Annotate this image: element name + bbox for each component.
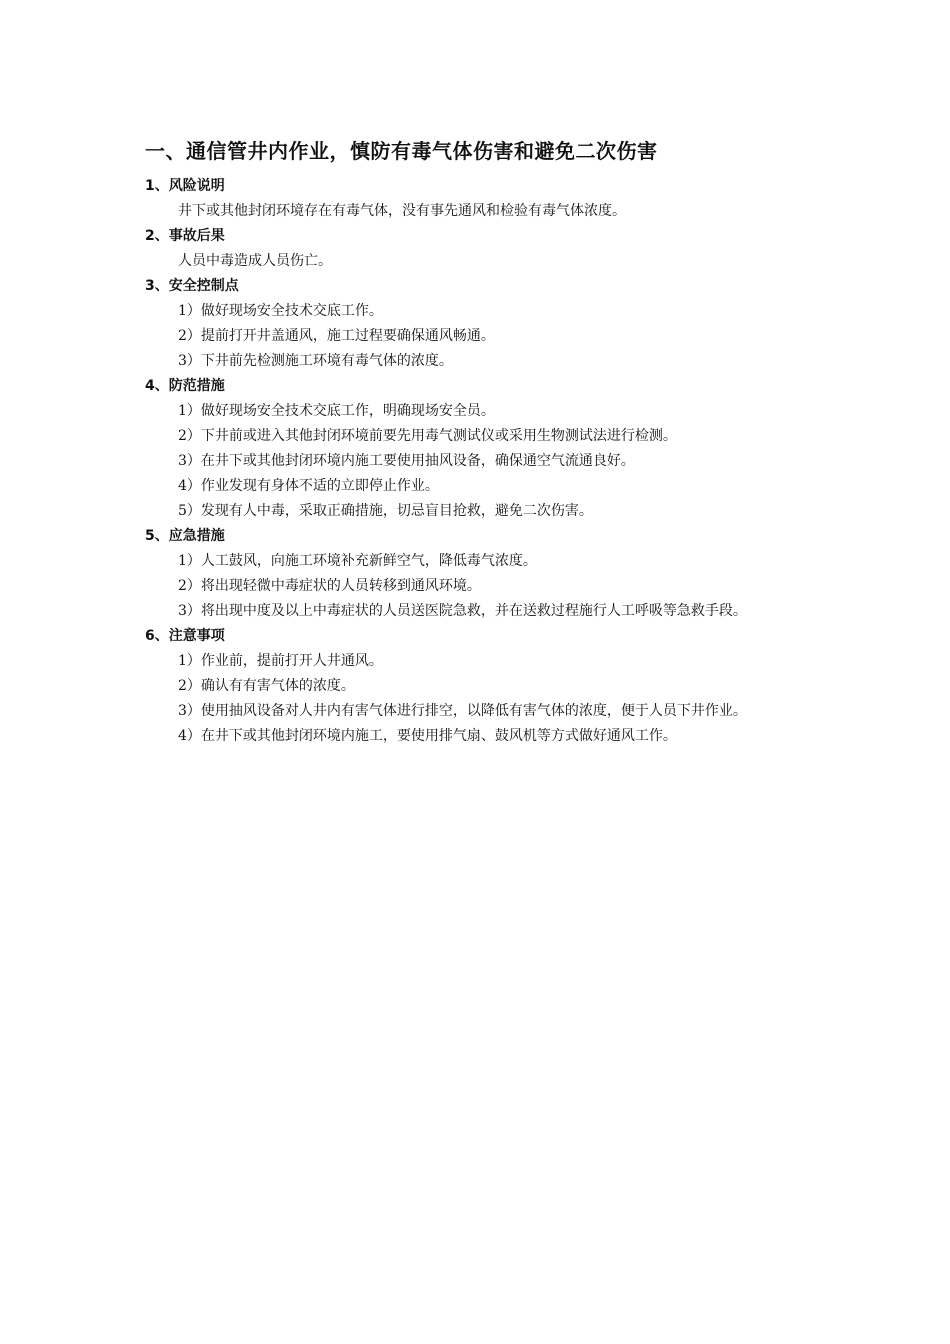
- paragraph: 人员中毒造成人员伤亡。: [178, 253, 332, 269]
- list-item: 1）做好现场安全技术交底工作。: [178, 303, 383, 319]
- list-item: 5）发现有人中毒，采取正确措施，切忌盲目抢救，避免二次伤害。: [178, 503, 593, 519]
- list-item: 2）将出现轻微中毒症状的人员转移到通风环境。: [178, 578, 481, 594]
- list-item: 2）下井前或进入其他封闭环境前要先用毒气测试仪或采用生物测试法进行检测。: [178, 428, 677, 444]
- section-emergency-measures: [145, 524, 810, 624]
- list-item: 1）做好现场安全技术交底工作，明确现场安全员。: [178, 403, 495, 419]
- document-title: 一、通信管井内作业，慎防有毒气体伤害和避免二次伤害: [145, 139, 658, 163]
- section-risk-description: [145, 174, 810, 224]
- section-heading: 1、风险说明: [145, 178, 225, 194]
- list-item: 2）确认有有害气体的浓度。: [178, 678, 355, 694]
- section-heading: 6、注意事项: [145, 628, 225, 644]
- section-heading: 2、事故后果: [145, 228, 225, 244]
- list-item: 3）在井下或其他封闭环境内施工要使用抽风设备，确保通空气流通良好。: [178, 453, 635, 469]
- list-item: 3）使用抽风设备对人井内有害气体进行排空，以降低有害气体的浓度，便于人员下井作业。: [178, 703, 747, 719]
- section-precautions: [145, 624, 810, 749]
- list-item: 3）将出现中度及以上中毒症状的人员送医院急救，并在送救过程施行人工呼吸等急救手段。: [178, 603, 747, 619]
- section-heading: 4、防范措施: [145, 378, 225, 394]
- list-item: 3）下井前先检测施工环境有毒气体的浓度。: [178, 353, 453, 369]
- section-heading: 5、应急措施: [145, 528, 225, 544]
- list-item: 4）作业发现有身体不适的立即停止作业。: [178, 478, 439, 494]
- list-item: 1）作业前，提前打开人井通风。: [178, 653, 383, 669]
- section-preventive-measures: [145, 374, 810, 524]
- document-page: [145, 136, 810, 749]
- list-item: 2）提前打开井盖通风，施工过程要确保通风畅通。: [178, 328, 495, 344]
- section-heading: 3、安全控制点: [145, 278, 239, 294]
- section-control-points: [145, 274, 810, 374]
- paragraph: 井下或其他封闭环境存在有毒气体，没有事先通风和检验有毒气体浓度。: [178, 203, 626, 219]
- list-item: 4）在井下或其他封闭环境内施工，要使用排气扇、鼓风机等方式做好通风工作。: [178, 728, 677, 744]
- section-consequences: [145, 224, 810, 274]
- list-item: 1）人工鼓风，向施工环境补充新鲜空气，降低毒气浓度。: [178, 553, 537, 569]
